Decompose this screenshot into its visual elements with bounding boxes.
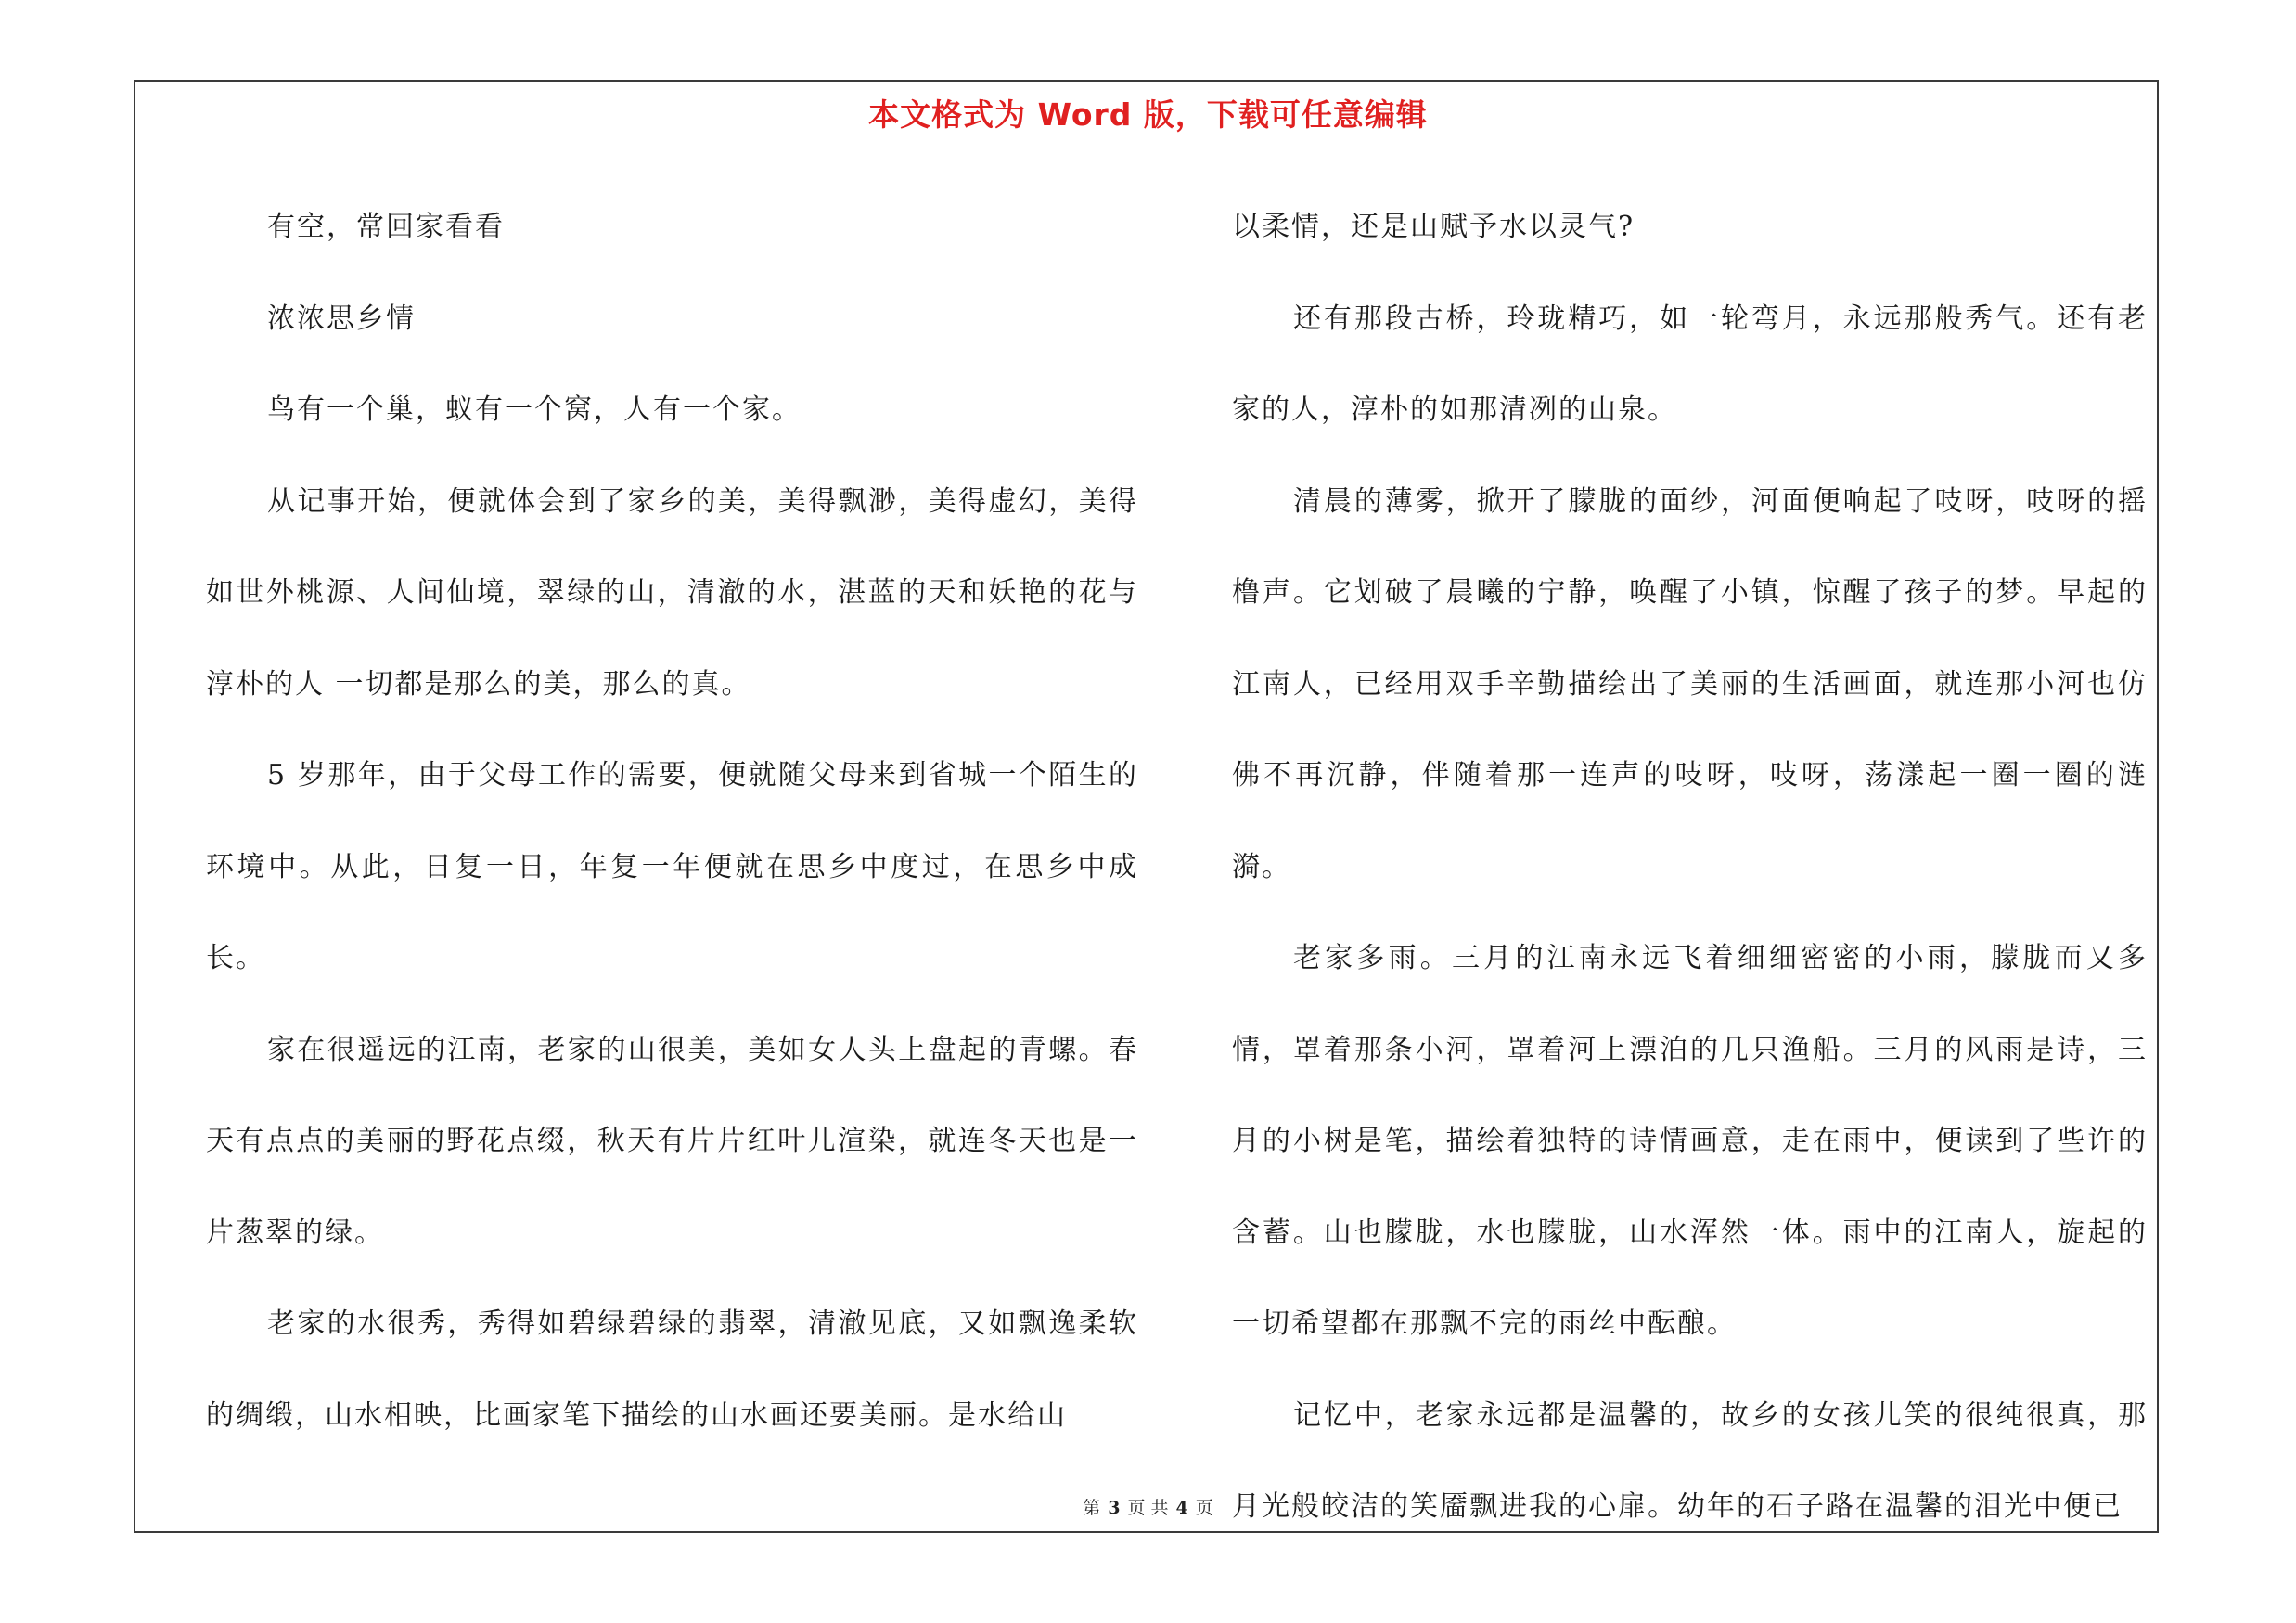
paragraph: 鸟有一个巢，蚁有一个窝，人有一个家。: [267, 393, 802, 426]
paragraph: 清晨的薄雾，掀开了朦胧的面纱，河面便响起了吱呀，吱呀的摇橹声。它划破了晨曦的宁静，唤醒了小镇，惊醒了孩子的梦。早起的江南人，已经用双手辛勤描绘出了美丽的生活画面，就连那小河也仿佛不再沉静，伴随着那一连声的吱呀，吱呀，荡漾起一圈一圈的涟漪。: [1232, 484, 2148, 883]
right-column: [1232, 182, 2148, 1553]
paragraph: 还有那段古桥，玲珑精巧，如一轮弯月，永远那般秀气。还有老家的人，淳朴的如那清冽的山泉。: [1232, 302, 2148, 426]
subtitle-line: 浓浓思乡情: [267, 302, 416, 335]
header-banner: 本文格式为 Word 版，下载可任意编辑: [868, 97, 1428, 133]
footer-page-number: 3: [1108, 1498, 1121, 1518]
paragraph: 记忆中，老家永远都是温馨的，故乡的女孩儿笑的很纯很真，那月光般皎洁的笑靥飘进我的心扉。幼年的石子路在温馨的泪光中便已: [1232, 1398, 2148, 1523]
paragraph: 从记事开始，便就体会到了家乡的美，美得飘渺，美得虚幻，美得如世外桃源、人间仙境，翠绿的山，清澈的水，湛蓝的天和妖艳的花与淳朴的人 一切都是那么的美，那么的真。: [206, 484, 1138, 701]
page-footer: [0, 1494, 2296, 1519]
paragraph: 老家的水很秀，秀得如碧绿碧绿的翡翠，清澈见底，又如飘逸柔软的绸缎，山水相映，比画家笔下描绘的山水画还要美丽。是水给山: [206, 1307, 1138, 1432]
footer-prefix: 第: [1083, 1498, 1101, 1518]
footer-total-pages: 4: [1175, 1498, 1188, 1518]
paragraph: 家在很遥远的江南，老家的山很美，美如女人头上盘起的青螺。春天有点点的美丽的野花点缀，秋天有片片红叶儿渲染，就连冬天也是一片葱翠的绿。: [206, 1033, 1138, 1249]
footer-middle: 页 共: [1127, 1498, 1169, 1518]
paragraph: 老家多雨。三月的江南永远飞着细细密密的小雨，朦胧而又多情，罩着那条小河，罩着河上漂泊的几只渔船。三月的风雨是诗，三月的小树是笔，描绘着独特的诗情画意，走在雨中，便读到了些许的含蓄。山也朦胧，水也朦胧，山水浑然一体。雨中的江南人，旋起的一切希望都在那飘不完的雨丝中酝酿。: [1232, 942, 2148, 1340]
title-line: 有空，常回家看看: [267, 211, 505, 243]
paragraph: 5 岁那年，由于父母工作的需要，便就随父母来到省城一个陌生的环境中。从此，日复一日，年复一年便就在思乡中度过，在思乡中成长。: [206, 759, 1138, 974]
footer-suffix: 页: [1195, 1498, 1213, 1518]
paragraph-continuation: 以柔情，还是山赋予水以灵气?: [1232, 211, 1635, 243]
left-column: [206, 182, 1138, 1462]
